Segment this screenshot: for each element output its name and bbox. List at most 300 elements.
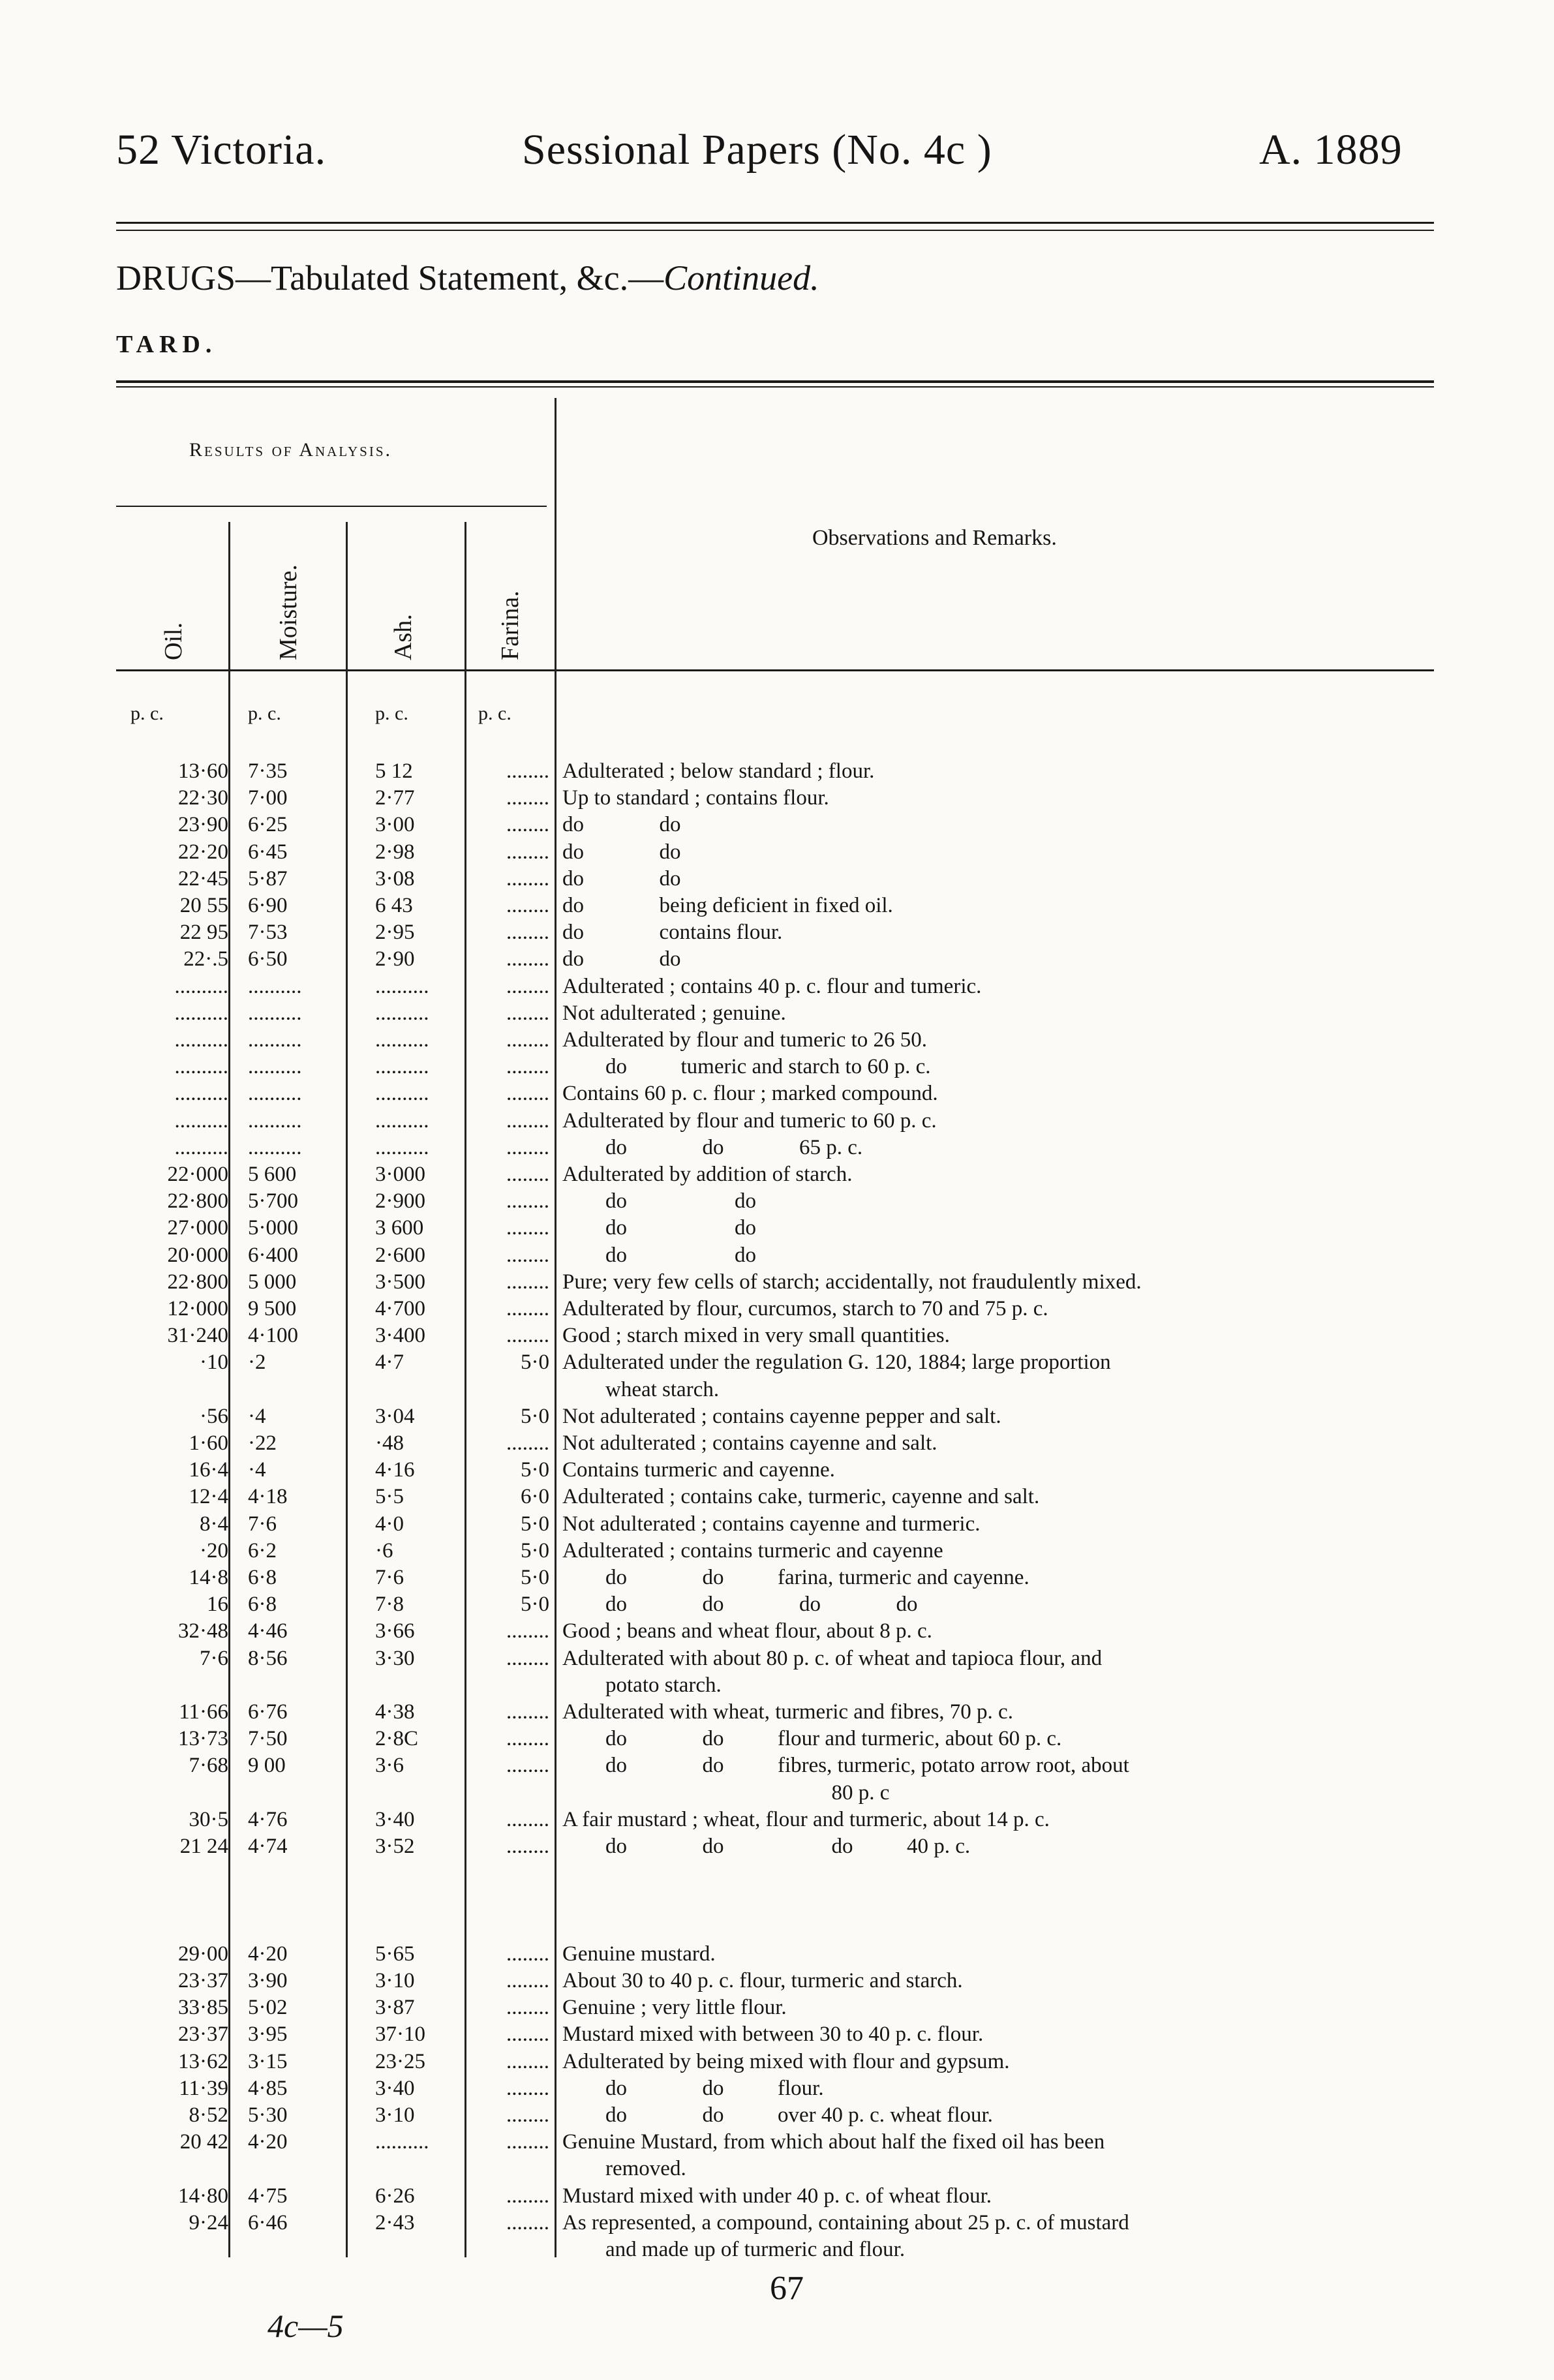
cell-oil: 20 42: [179, 2130, 228, 2154]
cell-farina: 5·0: [521, 1350, 549, 1375]
table-row: [0, 919, 1554, 946]
cell-ash: 23·25: [375, 2049, 425, 2073]
cell-ash: 2·98: [375, 840, 415, 864]
cell-remark: do do flour.: [562, 2076, 824, 2100]
cell-ash: 3·40: [375, 1807, 415, 1831]
cell-moisture: 6·46: [248, 2210, 288, 2235]
cell-oil: 13·62: [178, 2049, 228, 2073]
cell-farina: ........: [506, 1619, 549, 1643]
table-row: [0, 1645, 1554, 1672]
cell-remark: Adulterated by flour and tumeric to 26 50.: [562, 1028, 928, 1052]
cell-remark: Pure; very few cells of starch; accidentally, not fraudulently mixed.: [562, 1270, 1142, 1294]
header-left: 52 Victoria.: [116, 126, 327, 174]
cell-moisture: ·4: [248, 1458, 266, 1482]
cell-ash: 3·10: [375, 2103, 415, 2127]
cell-farina: ........: [506, 894, 549, 917]
cell-moisture: 7·35: [248, 759, 288, 783]
cell-ash: ..........: [375, 2130, 429, 2154]
cell-ash: 3·00: [375, 813, 415, 837]
cell-remark: do do: [562, 947, 681, 971]
cell-moisture: ..........: [248, 1135, 302, 1159]
cell-oil: 30·5: [189, 1807, 228, 1831]
cell-remark: Adulterated ; contains turmeric and cayenne: [562, 1538, 943, 1563]
cell-moisture: ·4: [248, 1404, 266, 1428]
cell-remark: Up to standard ; contains flour.: [562, 786, 829, 810]
cell-remark: Genuine ; very little flour.: [562, 1996, 787, 2020]
table-row: [0, 1752, 1554, 1779]
cell-remark: Adulterated by flour and tumeric to 60 p. c.: [562, 1108, 937, 1133]
cell-remark: Adulterated with wheat, turmeric and fibres, 70 p. c.: [562, 1700, 1013, 1724]
cell-remark: do do: [562, 1216, 756, 1240]
cell-ash: ..........: [375, 1055, 429, 1079]
cell-moisture: 4·75: [248, 2184, 288, 2208]
cell-farina: ........: [506, 2022, 549, 2047]
table-row: [0, 1699, 1554, 1726]
cell-farina: ........: [506, 2103, 549, 2127]
cell-moisture: 6·8: [248, 1566, 277, 1589]
cell-ash: ..........: [375, 974, 429, 998]
cell-moisture: 7·53: [248, 921, 288, 945]
cell-farina: ........: [506, 786, 549, 810]
cell-remark: Adulterated by being mixed with flour and gypsum.: [562, 2049, 1010, 2073]
cell-ash: 3·10: [375, 1969, 415, 1992]
cell-oil: 7·6: [200, 1646, 228, 1670]
cell-oil: 22·20: [178, 840, 228, 864]
cell-farina: ........: [506, 1942, 549, 1966]
cell-moisture: 6·76: [248, 1700, 288, 1724]
cell-ash: 3·52: [375, 1835, 415, 1858]
table-row: [0, 1591, 1554, 1618]
table-row: [0, 2075, 1554, 2102]
cell-ash: 7·6: [375, 1566, 404, 1589]
cell-farina: ........: [506, 1324, 549, 1348]
unit-oil: p. c.: [130, 703, 164, 724]
cell-ash: 3·6: [375, 1754, 404, 1778]
cell-farina: ........: [506, 1108, 549, 1133]
cell-oil: 31·240: [167, 1324, 228, 1348]
cell-remark: do do: [562, 840, 681, 864]
cell-oil: 23·90: [178, 813, 228, 837]
unit-moisture: p. c.: [248, 703, 281, 724]
cell-moisture: 6·8: [248, 1593, 277, 1617]
cell-oil: ..........: [174, 1001, 228, 1025]
cell-oil: 32·48: [178, 1619, 228, 1643]
cell-moisture: 5·87: [248, 866, 288, 891]
cell-moisture: 6·400: [248, 1243, 298, 1267]
cell-oil: ·56: [200, 1404, 228, 1428]
table-row: [0, 2210, 1554, 2236]
unit-farina: p. c.: [478, 703, 511, 724]
table-row: [0, 1538, 1554, 1564]
cell-moisture: 4·100: [248, 1324, 298, 1348]
cell-remark: Mustard mixed with between 30 to 40 p. c. flour.: [562, 2022, 984, 2047]
cell-farina: ........: [506, 1700, 549, 1724]
cell-oil: ..........: [174, 1028, 228, 1052]
cell-ash: 2·90: [375, 947, 415, 971]
cell-farina: ........: [506, 1754, 549, 1778]
table-row: [0, 1296, 1554, 1322]
table-row: [0, 892, 1554, 919]
cell-farina: ........: [506, 1163, 549, 1186]
cell-oil: 22·.5: [183, 947, 228, 971]
table-row: [0, 1027, 1554, 1054]
table-row: [0, 1618, 1554, 1645]
table-row: [0, 2021, 1554, 2048]
cell-farina: 5·0: [521, 1538, 549, 1563]
cell-oil: 22 95: [179, 921, 228, 945]
cell-farina: ........: [506, 866, 549, 891]
cell-moisture: ..........: [248, 1028, 302, 1052]
table-row: [0, 1349, 1554, 1376]
cell-ash: 3 600: [375, 1216, 424, 1240]
table-row: [0, 866, 1554, 892]
results-heading: Results of Analysis.: [189, 439, 393, 461]
cell-remark: do do: [562, 1243, 756, 1267]
table-row: [0, 1322, 1554, 1349]
cell-moisture: ..........: [248, 974, 302, 998]
cell-ash: ..........: [375, 1135, 429, 1159]
cell-remark: do contains flour.: [562, 921, 783, 945]
table-row: [0, 1188, 1554, 1215]
cell-oil: ..........: [174, 1055, 228, 1079]
cell-farina: ........: [506, 1216, 549, 1240]
table-row: [0, 946, 1554, 973]
cell-moisture: 5·30: [248, 2103, 288, 2127]
cell-farina: ........: [506, 1807, 549, 1831]
cell-oil: ..........: [174, 1108, 228, 1133]
cell-farina: ........: [506, 2049, 549, 2073]
cell-ash: ..........: [375, 1028, 429, 1052]
table-row: [0, 1726, 1554, 1752]
cell-ash: 3·30: [375, 1646, 415, 1670]
page-number: 67: [770, 2270, 804, 2307]
cell-remark: removed.: [562, 2157, 686, 2181]
header-bottom-rule: [116, 669, 1434, 671]
table-title: [116, 258, 819, 298]
cell-farina: 5·0: [521, 1404, 549, 1428]
cell-ash: 6 43: [375, 894, 413, 917]
cell-moisture: ..........: [248, 1082, 302, 1106]
cell-farina: ........: [506, 2210, 549, 2235]
cell-ash: 6·26: [375, 2184, 415, 2208]
cell-oil: ·10: [200, 1350, 228, 1375]
table-row: [0, 758, 1554, 785]
results-underline: [116, 506, 547, 507]
table-row: [0, 1833, 1554, 1860]
cell-moisture: 4·74: [248, 1835, 288, 1858]
cell-remark: and made up of turmeric and flour.: [562, 2238, 906, 2261]
cell-farina: ........: [506, 2184, 549, 2208]
cell-moisture: ..........: [248, 1055, 302, 1079]
table-row: [0, 1914, 1554, 1941]
cell-oil: 22·800: [167, 1270, 228, 1294]
col-header-moisture: Moisture.: [275, 564, 302, 660]
cell-farina: ........: [506, 1270, 549, 1294]
section-label: TARD.: [116, 331, 217, 358]
cell-moisture: 6·50: [248, 947, 288, 971]
cell-moisture: 4·85: [248, 2076, 288, 2100]
cell-moisture: ..........: [248, 1108, 302, 1133]
cell-remark: Mustard mixed with under 40 p. c. of wheat flour.: [562, 2184, 992, 2208]
cell-oil: 14·80: [178, 2184, 228, 2208]
cell-oil: 1·60: [189, 1431, 228, 1455]
cell-oil: ..........: [174, 1135, 228, 1159]
cell-moisture: 6·2: [248, 1538, 277, 1563]
cell-oil: 20 55: [179, 894, 228, 917]
cell-moisture: 3·15: [248, 2049, 288, 2073]
table-row: [0, 1968, 1554, 1994]
cell-ash: ·6: [375, 1538, 393, 1563]
header-right: A. 1889: [1259, 126, 1403, 174]
unit-ash: p. c.: [375, 703, 408, 724]
signature-mark: 4c—5: [267, 2308, 344, 2344]
cell-ash: 3·87: [375, 1996, 415, 2020]
cell-farina: ........: [506, 1135, 549, 1159]
table-row: [0, 1377, 1554, 1403]
table-row: [0, 1564, 1554, 1591]
cell-remark: About 30 to 40 p. c. flour, turmeric and starch.: [562, 1969, 963, 1992]
table-row: [0, 1080, 1554, 1107]
cell-moisture: 4·76: [248, 1807, 288, 1831]
cell-farina: ........: [506, 947, 549, 971]
cell-farina: ........: [506, 1028, 549, 1052]
cell-remark: Adulterated ; below standard ; flour.: [562, 759, 875, 783]
cell-ash: 4·700: [375, 1297, 425, 1320]
col-header-farina: Farina.: [496, 590, 524, 660]
cell-moisture: 7·6: [248, 1512, 277, 1536]
cell-farina: ........: [506, 1969, 549, 1992]
cell-farina: ........: [506, 1082, 549, 1106]
table-title-continued: Continued.: [663, 258, 819, 298]
cell-farina: ........: [506, 1243, 549, 1267]
table-row: [0, 1484, 1554, 1510]
cell-remark: Adulterated by flour, curcumos, starch to 70 and 75 p. c.: [562, 1297, 1048, 1320]
cell-moisture: 9 00: [248, 1754, 286, 1778]
cell-oil: 11·66: [179, 1700, 228, 1724]
cell-remark: 80 p. c: [562, 1780, 890, 1805]
cell-oil: 33·85: [178, 1996, 228, 2020]
cell-farina: 5·0: [521, 1512, 549, 1536]
cell-ash: 5·5: [375, 1485, 404, 1509]
table-title-main: DRUGS—Tabulated Statement, &c.—: [116, 258, 664, 298]
cell-ash: 5 12: [375, 759, 413, 783]
cell-remark: do do: [562, 866, 681, 891]
table-row: [0, 1887, 1554, 1914]
cell-remark: do do fibres, turmeric, potato arrow root, about: [562, 1754, 1129, 1778]
cell-ash: 2·900: [375, 1189, 425, 1213]
cell-oil: ·20: [200, 1538, 228, 1563]
cell-remark: do being deficient in fixed oil.: [562, 894, 893, 917]
cell-oil: 23·37: [178, 1969, 228, 1992]
cell-farina: ........: [506, 974, 549, 998]
cell-remark: do do farina, turmeric and cayenne.: [562, 1566, 1029, 1589]
table-top-rule-thin: [116, 386, 1434, 388]
header-center: Sessional Papers (No. 4c ): [522, 126, 992, 174]
cell-ash: 4·38: [375, 1700, 415, 1724]
cell-ash: 2·8C: [375, 1727, 418, 1751]
cell-remark: Adulterated by addition of starch.: [562, 1163, 853, 1186]
cell-farina: ........: [506, 1189, 549, 1213]
cell-ash: 3·000: [375, 1163, 425, 1186]
cell-ash: 2·77: [375, 786, 415, 810]
cell-farina: ........: [506, 1055, 549, 1079]
table-row: [0, 1403, 1554, 1430]
cell-oil: ..........: [174, 1082, 228, 1106]
cell-oil: 16·4: [189, 1458, 228, 1482]
cell-remark: do do flour and turmeric, about 60 p. c.: [562, 1727, 1062, 1751]
cell-remark: As represented, a compound, containing about 25 p. c. of mustard: [562, 2210, 1129, 2235]
table-row: [0, 1242, 1554, 1269]
cell-moisture: 5·02: [248, 1996, 288, 2020]
cell-farina: ........: [506, 1297, 549, 1320]
table-row: [0, 1780, 1554, 1807]
cell-oil: 23·37: [178, 2022, 228, 2047]
cell-ash: 4·7: [375, 1350, 404, 1375]
cell-moisture: 5·700: [248, 1189, 298, 1213]
cell-ash: 5·65: [375, 1942, 415, 1966]
table-row: [0, 1430, 1554, 1457]
cell-moisture: ·22: [248, 1431, 277, 1455]
cell-oil: 12·000: [167, 1297, 228, 1320]
cell-remark: do do do 40 p. c.: [562, 1835, 971, 1858]
cell-moisture: 4·20: [248, 2130, 288, 2154]
cell-remark: do do: [562, 1189, 756, 1213]
table-row: [0, 1269, 1554, 1296]
cell-moisture: 3·90: [248, 1969, 288, 1992]
cell-ash: 7·8: [375, 1593, 404, 1617]
table-row: [0, 1860, 1554, 1887]
cell-farina: ........: [506, 840, 549, 864]
cell-remark: Contains turmeric and cayenne.: [562, 1458, 835, 1482]
cell-remark: A fair mustard ; wheat, flour and turmeric, about 14 p. c.: [562, 1807, 1050, 1831]
cell-oil: 9·24: [189, 2210, 228, 2235]
cell-oil: 22·45: [178, 866, 228, 891]
cell-ash: 3·400: [375, 1324, 425, 1348]
cell-oil: ..........: [174, 974, 228, 998]
cell-remark: potato starch.: [562, 1673, 722, 1697]
cell-farina: ........: [506, 1996, 549, 2020]
cell-oil: 13·73: [178, 1727, 228, 1751]
cell-moisture: 4·20: [248, 1942, 288, 1966]
cell-ash: 3·04: [375, 1404, 415, 1428]
cell-moisture: 5 000: [248, 1270, 297, 1294]
cell-moisture: 8·56: [248, 1646, 288, 1670]
cell-farina: ........: [506, 759, 549, 783]
cell-moisture: 7·50: [248, 1727, 288, 1751]
cell-oil: 27·000: [167, 1216, 228, 1240]
cell-remark: Adulterated ; contains 40 p. c. flour and tumeric.: [562, 974, 982, 998]
cell-ash: ..........: [375, 1108, 429, 1133]
cell-farina: ........: [506, 1835, 549, 1858]
cell-remark: Not adulterated ; contains cayenne and salt.: [562, 1431, 937, 1455]
cell-farina: 5·0: [521, 1566, 549, 1589]
cell-farina: 5·0: [521, 1458, 549, 1482]
cell-moisture: ·2: [248, 1350, 266, 1375]
cell-remark: do tumeric and starch to 60 p. c.: [562, 1055, 931, 1079]
cell-ash: ·48: [375, 1431, 404, 1455]
cell-oil: 7·68: [189, 1754, 228, 1778]
cell-remark: wheat starch.: [562, 1377, 720, 1401]
table-row: [0, 1135, 1554, 1161]
cell-oil: 21 24: [179, 1835, 228, 1858]
cell-oil: 29·00: [178, 1942, 228, 1966]
table-row: [0, 1457, 1554, 1484]
cell-remark: Adulterated under the regulation G. 120, 1884; large proportion: [562, 1350, 1111, 1375]
table-row: [0, 1000, 1554, 1027]
cell-ash: 3·66: [375, 1619, 415, 1643]
cell-remark: Genuine Mustard, from which about half the fixed oil has been: [562, 2130, 1105, 2154]
header-rule-bottom: [116, 230, 1434, 231]
cell-farina: ........: [506, 1001, 549, 1025]
cell-oil: 22·800: [167, 1189, 228, 1213]
cell-moisture: 7·00: [248, 786, 288, 810]
table-row: [0, 2236, 1554, 2263]
cell-oil: 8·4: [200, 1512, 228, 1536]
cell-remark: Adulterated ; contains cake, turmeric, cayenne and salt.: [562, 1485, 1040, 1509]
cell-farina: ........: [506, 1431, 549, 1455]
cell-farina: ........: [506, 1646, 549, 1670]
cell-oil: 22·000: [167, 1163, 228, 1186]
col-header-oil: Oil.: [160, 622, 187, 660]
cell-moisture: 3·95: [248, 2022, 288, 2047]
table-row: [0, 2102, 1554, 2129]
table-row: [0, 2129, 1554, 2156]
cell-moisture: 6·90: [248, 894, 288, 917]
cell-ash: 3·08: [375, 866, 415, 891]
cell-remark: Contains 60 p. c. flour ; marked compound.: [562, 1082, 938, 1106]
cell-moisture: 5 600: [248, 1163, 297, 1186]
cell-moisture: ..........: [248, 1001, 302, 1025]
cell-farina: 6·0: [521, 1485, 549, 1509]
cell-remark: Adulterated with about 80 p. c. of wheat and tapioca flour, and: [562, 1646, 1103, 1670]
cell-ash: 2·600: [375, 1243, 425, 1267]
cell-moisture: 4·46: [248, 1619, 288, 1643]
table-row: [0, 2156, 1554, 2182]
cell-ash: 2·43: [375, 2210, 415, 2235]
cell-ash: ..........: [375, 1082, 429, 1106]
cell-farina: ........: [506, 921, 549, 945]
cell-farina: ........: [506, 1727, 549, 1751]
table-row: [0, 1108, 1554, 1135]
cell-moisture: 6·25: [248, 813, 288, 837]
cell-ash: 4·0: [375, 1512, 404, 1536]
table-row: [0, 785, 1554, 812]
cell-remark: do do: [562, 813, 681, 837]
cell-farina: 5·0: [521, 1593, 549, 1617]
cell-farina: ........: [506, 2076, 549, 2100]
cell-moisture: 6·45: [248, 840, 288, 864]
cell-oil: 20·000: [167, 1243, 228, 1267]
cell-remark: Not adulterated ; contains cayenne and turmeric.: [562, 1512, 981, 1536]
table-row: [0, 2183, 1554, 2210]
cell-remark: Not adulterated ; genuine.: [562, 1001, 786, 1025]
cell-remark: Good ; beans and wheat flour, about 8 p. c.: [562, 1619, 932, 1643]
col-header-ash: Ash.: [389, 614, 417, 660]
cell-remark: Good ; starch mixed in very small quantities.: [562, 1324, 950, 1348]
cell-oil: 14·8: [189, 1566, 228, 1589]
cell-oil: 12·4: [189, 1485, 228, 1509]
cell-ash: ..........: [375, 1001, 429, 1025]
cell-oil: 13·60: [178, 759, 228, 783]
cell-ash: 2·95: [375, 921, 415, 945]
table-top-rule: [116, 380, 1434, 383]
cell-remark: Not adulterated ; contains cayenne pepper and salt.: [562, 1404, 1001, 1428]
table-row: [0, 812, 1554, 838]
cell-farina: ........: [506, 813, 549, 837]
table-row: [0, 839, 1554, 866]
table-row: [0, 1215, 1554, 1242]
table-row: [0, 973, 1554, 1000]
